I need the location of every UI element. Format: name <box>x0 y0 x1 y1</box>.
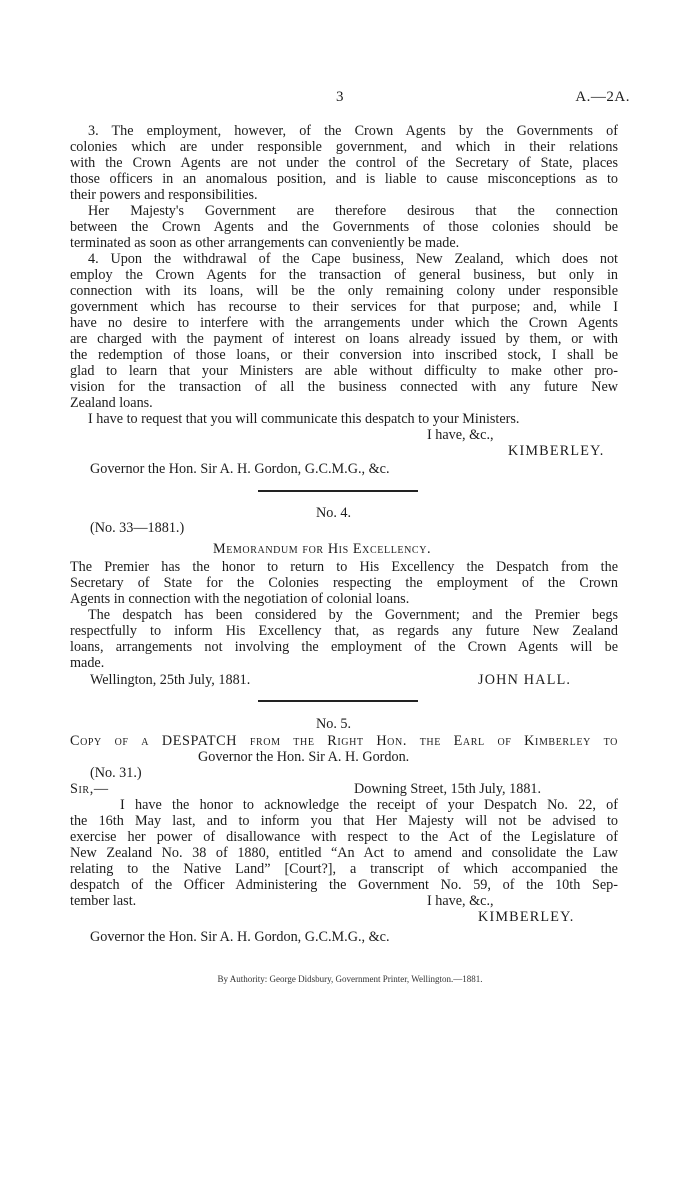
text-line: colonies which are under responsible government, and which in their relations <box>70 139 618 155</box>
section-heading-no5: No. 5. <box>316 716 352 732</box>
text-line: 4. Upon the withdrawal of the Cape business, New Zealand, which does not <box>88 251 618 267</box>
memo-reference: (No. 33—1881.) <box>90 520 185 536</box>
text-line: vision for the transaction of all the business connected with any future New <box>70 379 618 395</box>
document-reference: A.—2A. <box>575 89 630 105</box>
text-line: loans, arrangements not involving the employment of the Crown Agents will be <box>70 639 618 655</box>
text-line: 3. The employment, however, of the Crown Agents by the Governments of <box>88 123 618 139</box>
text-line: The despatch has been considered by the Government; and the Premier begs <box>88 607 618 623</box>
memorandum-body <box>70 559 618 671</box>
text-line: made. <box>70 655 105 671</box>
text-line: Secretary of State for the Colonies respecting the employment of the Crown <box>70 575 618 591</box>
governor-address: Governor the Hon. Sir A. H. Gordon, G.C.M.G., &c. <box>90 461 390 477</box>
text-line: respectfully to inform His Excellency that, as regards any future New Zealand <box>70 623 618 639</box>
text-line: their powers and responsibilities. <box>70 187 258 203</box>
despatch-title-line2: Governor the Hon. Sir A. H. Gordon. <box>198 749 410 765</box>
memo-place-date: Wellington, 25th July, 1881. <box>90 672 251 688</box>
text-line: between the Crown Agents and the Governments of those colonies should be <box>70 219 618 235</box>
signature-kimberley: KIMBERLEY. <box>508 443 605 459</box>
text-line: The Premier has the honor to return to His Excellency the Despatch from the <box>70 559 618 575</box>
text-line: Copy of a DESPATCH from the Right Hon. the Earl of Kimberley to <box>70 733 618 749</box>
section-divider <box>258 490 418 492</box>
text-line: those officers in an anomalous position, and is liable to cause misconceptions as to <box>70 171 618 187</box>
signature-kimberley: KIMBERLEY. <box>478 909 575 925</box>
section-divider <box>258 700 418 702</box>
text-line: have no desire to interfere with the arrangements under which the Crown Agents <box>70 315 618 331</box>
despatch-title <box>70 733 618 749</box>
text-line: Agents in connection with the negotiation of colonial loans. <box>70 591 410 607</box>
despatch-body <box>70 797 618 909</box>
text-line: I have the honor to acknowledge the receipt of your Despatch No. 22, of <box>120 797 618 813</box>
text-line: the 16th May last, and to inform you that Her Majesty will not be advised to <box>70 813 618 829</box>
despatch-reference: (No. 31.) <box>90 765 142 781</box>
printer-imprint: By Authority: George Didsbury, Government Printer, Wellington.—1881. <box>217 974 483 984</box>
closing-have: I have, &c., <box>427 893 494 909</box>
page-number: 3 <box>336 89 344 105</box>
governor-address: Governor the Hon. Sir A. H. Gordon, G.C.M.G., &c. <box>90 929 390 945</box>
text-line: the redemption of those loans, or their conversion into inscribed stock, I shall be <box>70 347 618 363</box>
paragraph-3 <box>70 123 618 427</box>
text-line: Zealand loans. <box>70 395 153 411</box>
text-line: relating to the Native Land” [Court?], a transcript of which accompanied the <box>70 861 618 877</box>
text-line: with the Crown Agents are not under the control of the Secretary of State, places <box>70 155 618 171</box>
text-line: connection with its loans, will be the only remaining colony under responsible <box>70 283 618 299</box>
section-heading-no4: No. 4. <box>316 505 352 521</box>
text-line: government which has recourse to their services for that purpose; and, while I <box>70 299 618 315</box>
text-line: glad to learn that your Ministers are able without difficulty to make other pro- <box>70 363 618 379</box>
text-line: New Zealand No. 38 of 1880, entitled “An Act to amend and consolidate the Law <box>70 845 618 861</box>
salutation: Sir,— <box>70 781 109 797</box>
closing-have: I have, &c., <box>427 427 494 443</box>
text-line: I have to request that you will communicate this despatch to your Ministers. <box>88 411 520 427</box>
text-line: despatch of the Officer Administering the Government No. 59, of the 10th Sep- <box>70 877 618 893</box>
despatch-place-date: Downing Street, 15th July, 1881. <box>354 781 542 797</box>
signature-john-hall: JOHN HALL. <box>478 672 572 688</box>
text-line: employ the Crown Agents for the transaction of general business, but only in <box>70 267 618 283</box>
text-line: terminated as soon as other arrangements can conveniently be made. <box>70 235 460 251</box>
text-line: tember last. <box>70 893 137 909</box>
memo-title: Memorandum for His Excellency. <box>213 541 432 557</box>
text-line: Her Majesty's Government are therefore desirous that the connection <box>88 203 618 219</box>
text-line: are charged with the payment of interest on loans already issued by them, or with <box>70 331 618 347</box>
text-line: exercise her power of disallowance with respect to the Act of the Legislature of <box>70 829 618 845</box>
